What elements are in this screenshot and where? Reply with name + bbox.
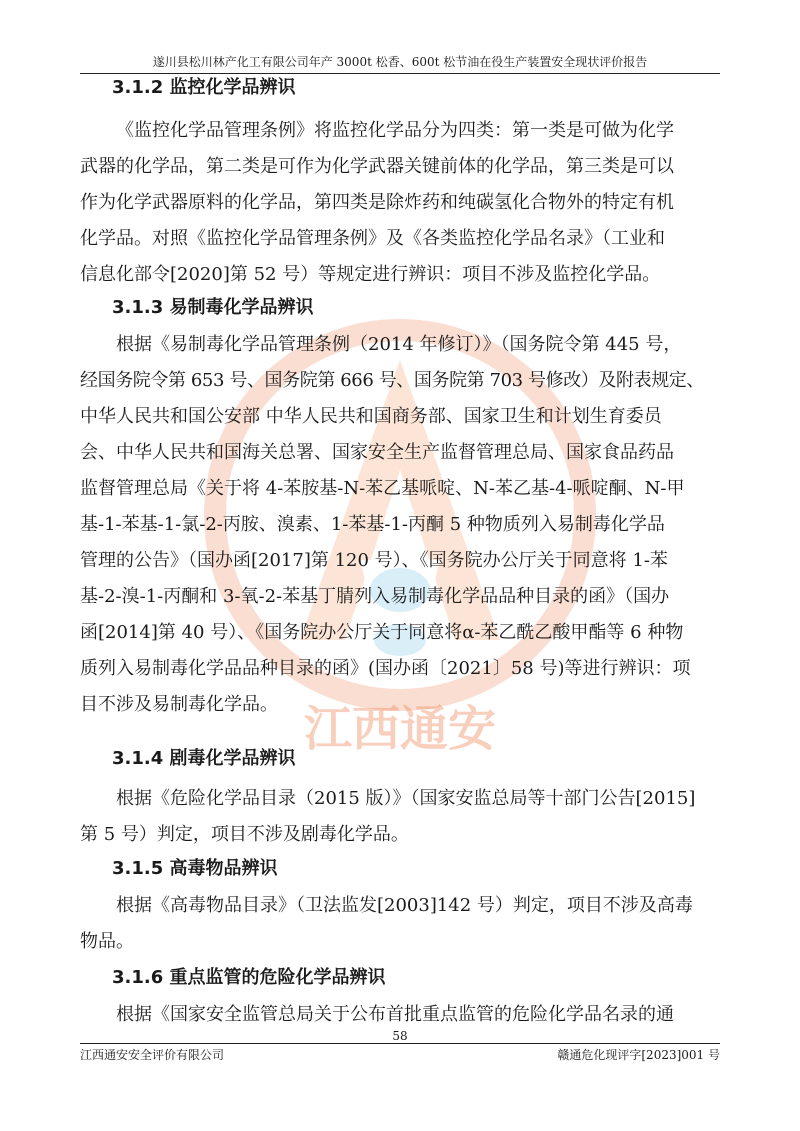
watermark-text: 江西通安 xyxy=(303,701,497,757)
body-line: 根据《危险化学品目录（2015 版）》（国家安监总局等十部门公告[2015] xyxy=(116,788,696,809)
body-line: 管理的公告》（国办函[2017]第 120 号）、《国务院办公厅关于同意将 1-苯 xyxy=(80,550,668,571)
section-heading-3-1-2: 3.1.2 监控化学品辨识 xyxy=(112,77,296,98)
body-line: 监督管理总局《关于将 4-苯胺基-N-苯乙基哌啶、N-苯乙基-4-哌啶酮、N-甲 xyxy=(80,478,685,499)
footer-divider xyxy=(80,1043,720,1044)
section-heading-3-1-5: 3.1.5 高毒物品辨识 xyxy=(112,858,278,879)
body-line: 基-1-苯基-1-氯-2-丙胺、溴素、1-苯基-1-丙酮 5 种物质列入易制毒化学品 xyxy=(80,514,665,535)
body-line: 信息化部令[2020]第 52 号）等规定进行辨识：项目不涉及监控化学品。 xyxy=(80,264,661,285)
body-line: 经国务院令第 653 号、国务院第 666 号、国务院第 703 号修改）及附表规定、 xyxy=(80,370,704,391)
footer-doc-number: 赣通危化现评字[2023]001 号 xyxy=(557,1048,720,1062)
page-number: 58 xyxy=(392,1029,408,1043)
body-line: 化学品。对照《监控化学品管理条例》及《各类监控化学品名录》（工业和 xyxy=(80,228,665,249)
body-line: 函[2014]第 40 号）、《国务院办公厅关于同意将α-苯乙酰乙酸甲酯等 6 种物 xyxy=(80,622,684,643)
body-line: 会、中华人民共和国海关总署、国家安全生产监督管理总局、国家食品药品 xyxy=(80,442,674,463)
body-line: 根据《高毒物品目录》（卫法监发[2003]142 号）判定，项目不涉及高毒 xyxy=(116,895,693,916)
section-body-3-1-5 xyxy=(80,888,704,960)
body-line: 基-2-溴-1-丙酮和 3-氧-2-苯基丁腈列入易制毒化学品品种目录的函》（国办 xyxy=(80,586,670,607)
header-divider xyxy=(80,73,720,74)
section-body-3-1-3 xyxy=(80,327,704,723)
section-heading-3-1-6: 3.1.6 重点监管的危险化学品辨识 xyxy=(112,967,386,988)
body-line: 根据《易制毒化学品管理条例（2014 年修订）》（国务院令第 445 号， xyxy=(116,334,682,355)
section-body-3-1-6 xyxy=(80,997,704,1033)
body-line: 质列入易制毒化学品品种目录的函》(国办函〔2021〕58 号)等进行辨识：项 xyxy=(80,658,691,679)
body-line: 中华人民共和国公安部 中华人民共和国商务部、国家卫生和计划生育委员 xyxy=(80,406,662,427)
body-line: 武器的化学品，第二类是可作为化学武器关键前体的化学品，第三类是可以 xyxy=(80,156,674,177)
section-body-3-1-2 xyxy=(80,113,704,293)
body-line: 作为化学武器原料的化学品，第四类是除炸药和纯碳氢化合物外的特定有机 xyxy=(80,192,674,213)
footer-company: 江西通安安全评价有限公司 xyxy=(80,1048,225,1062)
section-body-3-1-4 xyxy=(80,781,704,853)
header-title: 遂川县松川林产化工有限公司年产 3000t 松香、600t 松节油在役生产装置安全现状评价报告 xyxy=(152,55,648,69)
section-heading-3-1-4: 3.1.4 剧毒化学品辨识 xyxy=(112,748,296,769)
body-line: 物品。 xyxy=(80,931,134,952)
section-heading-3-1-3: 3.1.3 易制毒化学品辨识 xyxy=(112,297,314,318)
body-line: 第 5 号）判定，项目不涉及剧毒化学品。 xyxy=(80,824,409,845)
body-line: 根据《国家安全监管总局关于公布首批重点监管的危险化学品名录的通 xyxy=(116,1004,674,1025)
body-line: 目不涉及易制毒化学品。 xyxy=(80,694,278,715)
body-line: 《监控化学品管理条例》将监控化学品分为四类：第一类是可做为化学 xyxy=(116,120,674,141)
